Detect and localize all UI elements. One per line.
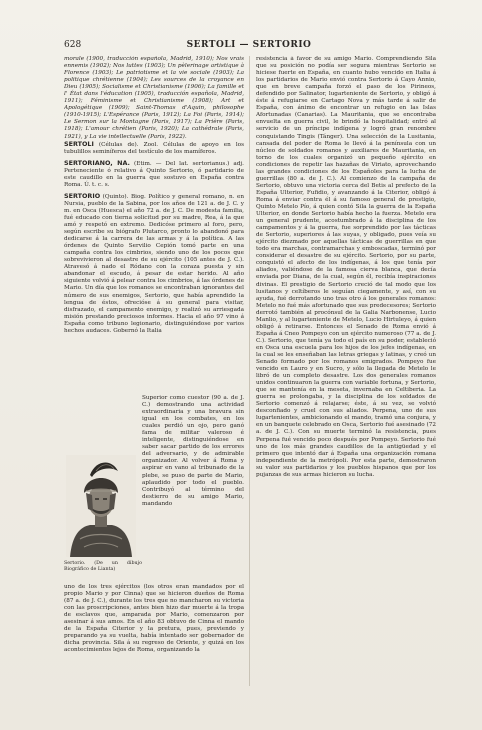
entry-sertoriano-text: (Etim. — Del lat. sertorianus.) adj. Perteneciente ó relativo á Quinto Sertorio, ó partidario de este caudillo en la guerra que sostuvo en España contra Roma. Ú. t. c. s. — [64, 160, 244, 188]
portrait-figure — [64, 395, 142, 585]
portrait-caption: Sertorio. (De un dibujo Biográfico de Lianta) — [64, 561, 142, 572]
entry-sertoli — [64, 141, 244, 156]
headword-sertoli: SERTOLI — [64, 139, 94, 148]
left-column-top — [64, 56, 244, 335]
entry-sertoli-text: (Células de). Zool. Células de apoyo en los tubulillos seminíferos del testículo de los mamíferos. — [64, 141, 244, 155]
left-column-bottom-text: uno de los tres ejércitos (los otros eran mandados por el propio Mario y por Cinna) que se hicieron dueños de Roma (87 a. de J. C.), durante los tres que no mancharon su victoria con las proscripciones, antes bien hizo dar muerte á la tropa de esclavos que, amparada por Mario, comenzaron por asesinar á sus amos. En el año 83 obtuvo de Cinna el mando de la España Citerior y la pretura, pues, previendo y preparando ya su vuelta, había intentado ser gobernador de dicha provincia. Sila á su regreso de Oriente, y quizá en los acontecimientos lejos de Roma, organizando la — [64, 584, 244, 654]
entry-continued: morale (1900, traducción española, Madrid, 1910); Nos vrais ennemis (1902); Nos luttes (1903); Un pèlerinage artistique à Florence (1903); Le patriotisme et la vie sociale (1903); La politique chrétienne (1904); Les sources de la croyance en Dieu (1905); Socialisme et Christianisme (1906); La famille et l' État dans l'éducation (1905), traducción española, Madrid, 1911); Féminisme et Christianisme (1908); Art et Apologétique (1909); Saint-Thomas d'Aquin, philosophe (1910-1915); L'Espérance (Paris, 1912); La Foi (Paris, 1914); Le Sermon sur la Montagne (Paris, 1917); La Prière (Paris, 1918); L'amour chrétien (Paris, 1920); La cathédrale (Paris, 1921), y La vie intellectuelle (Paris, 1922). — [64, 56, 244, 140]
page-header — [64, 40, 434, 54]
headword-sertorio: SERTORIO — [64, 191, 101, 200]
sertorio-portrait-engraving — [66, 455, 136, 557]
right-column — [256, 56, 436, 686]
entry-sertorio-text: (Quinto). Biog. Político y general romano, n. en Nursia, pueblo de la Sabina, por los años de 121 a. de J. C. y m. en Osca (Huesca) el año 72 a. de J. C. De modesta familia, fué educado con tierna solicitud por su madre, Rea, á la que amó y respetó en extremo. Dedicóse primero al foro, pero, según escribe su biógrafo Plutarco, pronto lo abandonó para dedicarse á la carrera de las armas y á la política. A las órdenes de Quinto Servilio Cepión tomó parte en una campaña contra los cimbrios, siendo uno de los pocos que sobrevivieron al desastre de su ejército (105 antes de J. C.). Atravesó á nado el Ródano con la coraza puesta y sin abandonar el escudo, á pesar de estar herido. Al año siguiente volvió á pelear contra los cimbrios, á las órdenes de Mario. Un día que los romanos se encontraban ignorantes del número de sus enemigos, Sertorio, que había aprendido la lengua de éstos, ofrecióse á su general para visitar, disfrazado, el campamento enemigo, y realizó su arriesgada misión prestando preciosos informes. Hacia el año 97 vino á España como tribuno legionario, distinguiéndose por varios hechos audaces. Gobernó la Italia — [64, 193, 244, 334]
left-column-middle-text: Superior como cuestor (90 a. de J. C.) demostrando una actividad extraordinaria y una bravura sin igual en los combates, en los cuales perdió un ojo, pero ganó fama de militar valeroso é inteligente, distinguiéndose en saber sacar partido de los errores del adversario, y de admirable organizador. Al volver á Roma y aspirar en vano al tribunado de la plebe, se puso de parte de Mario, aplaudido por todo el pueblo. Contribuyó al término del destierro de su amigo Mario, mandando — [142, 395, 244, 507]
entry-sertoriano — [64, 160, 244, 189]
page-number: 628 — [64, 40, 82, 50]
entry-sertorio — [64, 193, 244, 335]
column-divider — [249, 56, 250, 686]
left-column — [64, 56, 244, 686]
right-column-text: resistencia á favor de su amigo Mario. Comprendiendo Sila que su posición no podía ser segura mientras Sertorio se hiciese fuerte en España, en cuanto hubo vencido en Italia á los partidarios de Mario envió contra Sertorio á Cayo Annio, que en breve campaña forzó el paso de los Pirineos, defendido por Salinator, lugarteniente de Sertorio, y obligó á éste á refugiarse en Cartago Nova y más tarde á salir de España, con ánimo de encontrar un refugio en las Islas Afortunadas (Canarias). La Mauritania, que se encontraba envuelta en guerra civil, le brindó la hospitalidad; entró al servicio de un príncipe indígena y logró gran renombre conquistando Tingis (Tánger). Una selección de la Lusitania, cansada del poder de Roma le llevó á la península con un núcleo de soldados romanos y auxiliares de Mauritania, en torno de los cuales organizó un pequeño ejército en condiciones de repetir las hazañas de Viriato, aprovechando las grandes condiciones de los Españoles para la lucha de guerrillas (80 a. de J. C.). Al comienzo de la campaña de Sertorio, obtuvo una victoria cerca del Betis al prefecto de la España Ulterior, Fufidio, y avanzando á la Citerior, obligó á Roma á enviar contra él á su famoso general de prestigio, Quinto Metelo Pío, á quien contó Sila la guerra de la España Ulterior, en donde Sertorio había hecho la fuerza. Metelo era un general prudente, acostumbrado á la disciplina de los campamentos y á la guerra, fue sorprendido por las tácticas de Sertorio, superiores á las suyas, y obligado, pues veía su ejército diezmado por aquellas tácticas de guerrillas en que todo era marchas, contramarchas y emboscadas, terminó por considerar el desastre de su ejército. Sertorio, por su parte, conquistó el afecto de los indígenas, á los que tenía por aliados, valiéndose de la famosa cierva blanca, que decía enviada por Diana, de la cual, según él, recibía inspiraciones divinas. El prestigio de Sertorio creció de tal modo que los lusitanos y celtíberos le seguían ciegamente, y así, con su ayuda, fué derrotando uno tras otro á los generales romanos: Metelo no fué más afortunado que sus predecesores; Sertorio derrotó también al procónsul de la Galia Narbonense, Lucio Manlio, y al lugarteniente de Metelo, Lucio Hirtuleyo, á quien obligó á retirarse. Entonces el Senado de Roma envió á España á Cneo Pompeyo con un ejército numeroso (77 a. de J. C.). Sertorio, que tenía ya todo el país en su poder, estableció en Osca una escuela para los hijos de los jefes indígenas, en la cual se les enseñaban las letras griegas y latinas, y creó un Senado formado por los romanos emigrados. Pompeyo fue vencido en Lauro y en Sucro, y sólo la llegada de Metelo le libró de un completo desastre. Los dos generales romanos unidos continuaron la guerra con variable fortuna, y Sertorio, que se mantenía en la meseta, invernaba en Celtiberia. La guerra se prolongaba, y la disciplina de los soldados de Sertorio comenzó á relajarse; éste, á su vez, se volvió desconfiado y cruel con sus aliados. Perpena, uno de sus lugartenientes, ambicionando el mando, tramó una conjura, y en un banquete celebrado en Osca, Sertorio fué asesinado (72 a. de J. C.). Con su muerte terminó la resistencia, pues Perpena fué vencido poco después por Pompeyo. Sertorio fué uno de los más grandes caudillos de la antigüedad y el primero que intentó dar á España una organización romana independiente de la metrópoli. Por esta parte, demostraron su valor sus partidarios y los pueblos hispanos que por los pujanzas de sus armas hicieron su lucha. — [256, 56, 436, 478]
running-head: SERTOLI — SERTORIO — [186, 40, 312, 50]
headword-sertoriano: SERTORIANO, NA. — [64, 158, 130, 167]
